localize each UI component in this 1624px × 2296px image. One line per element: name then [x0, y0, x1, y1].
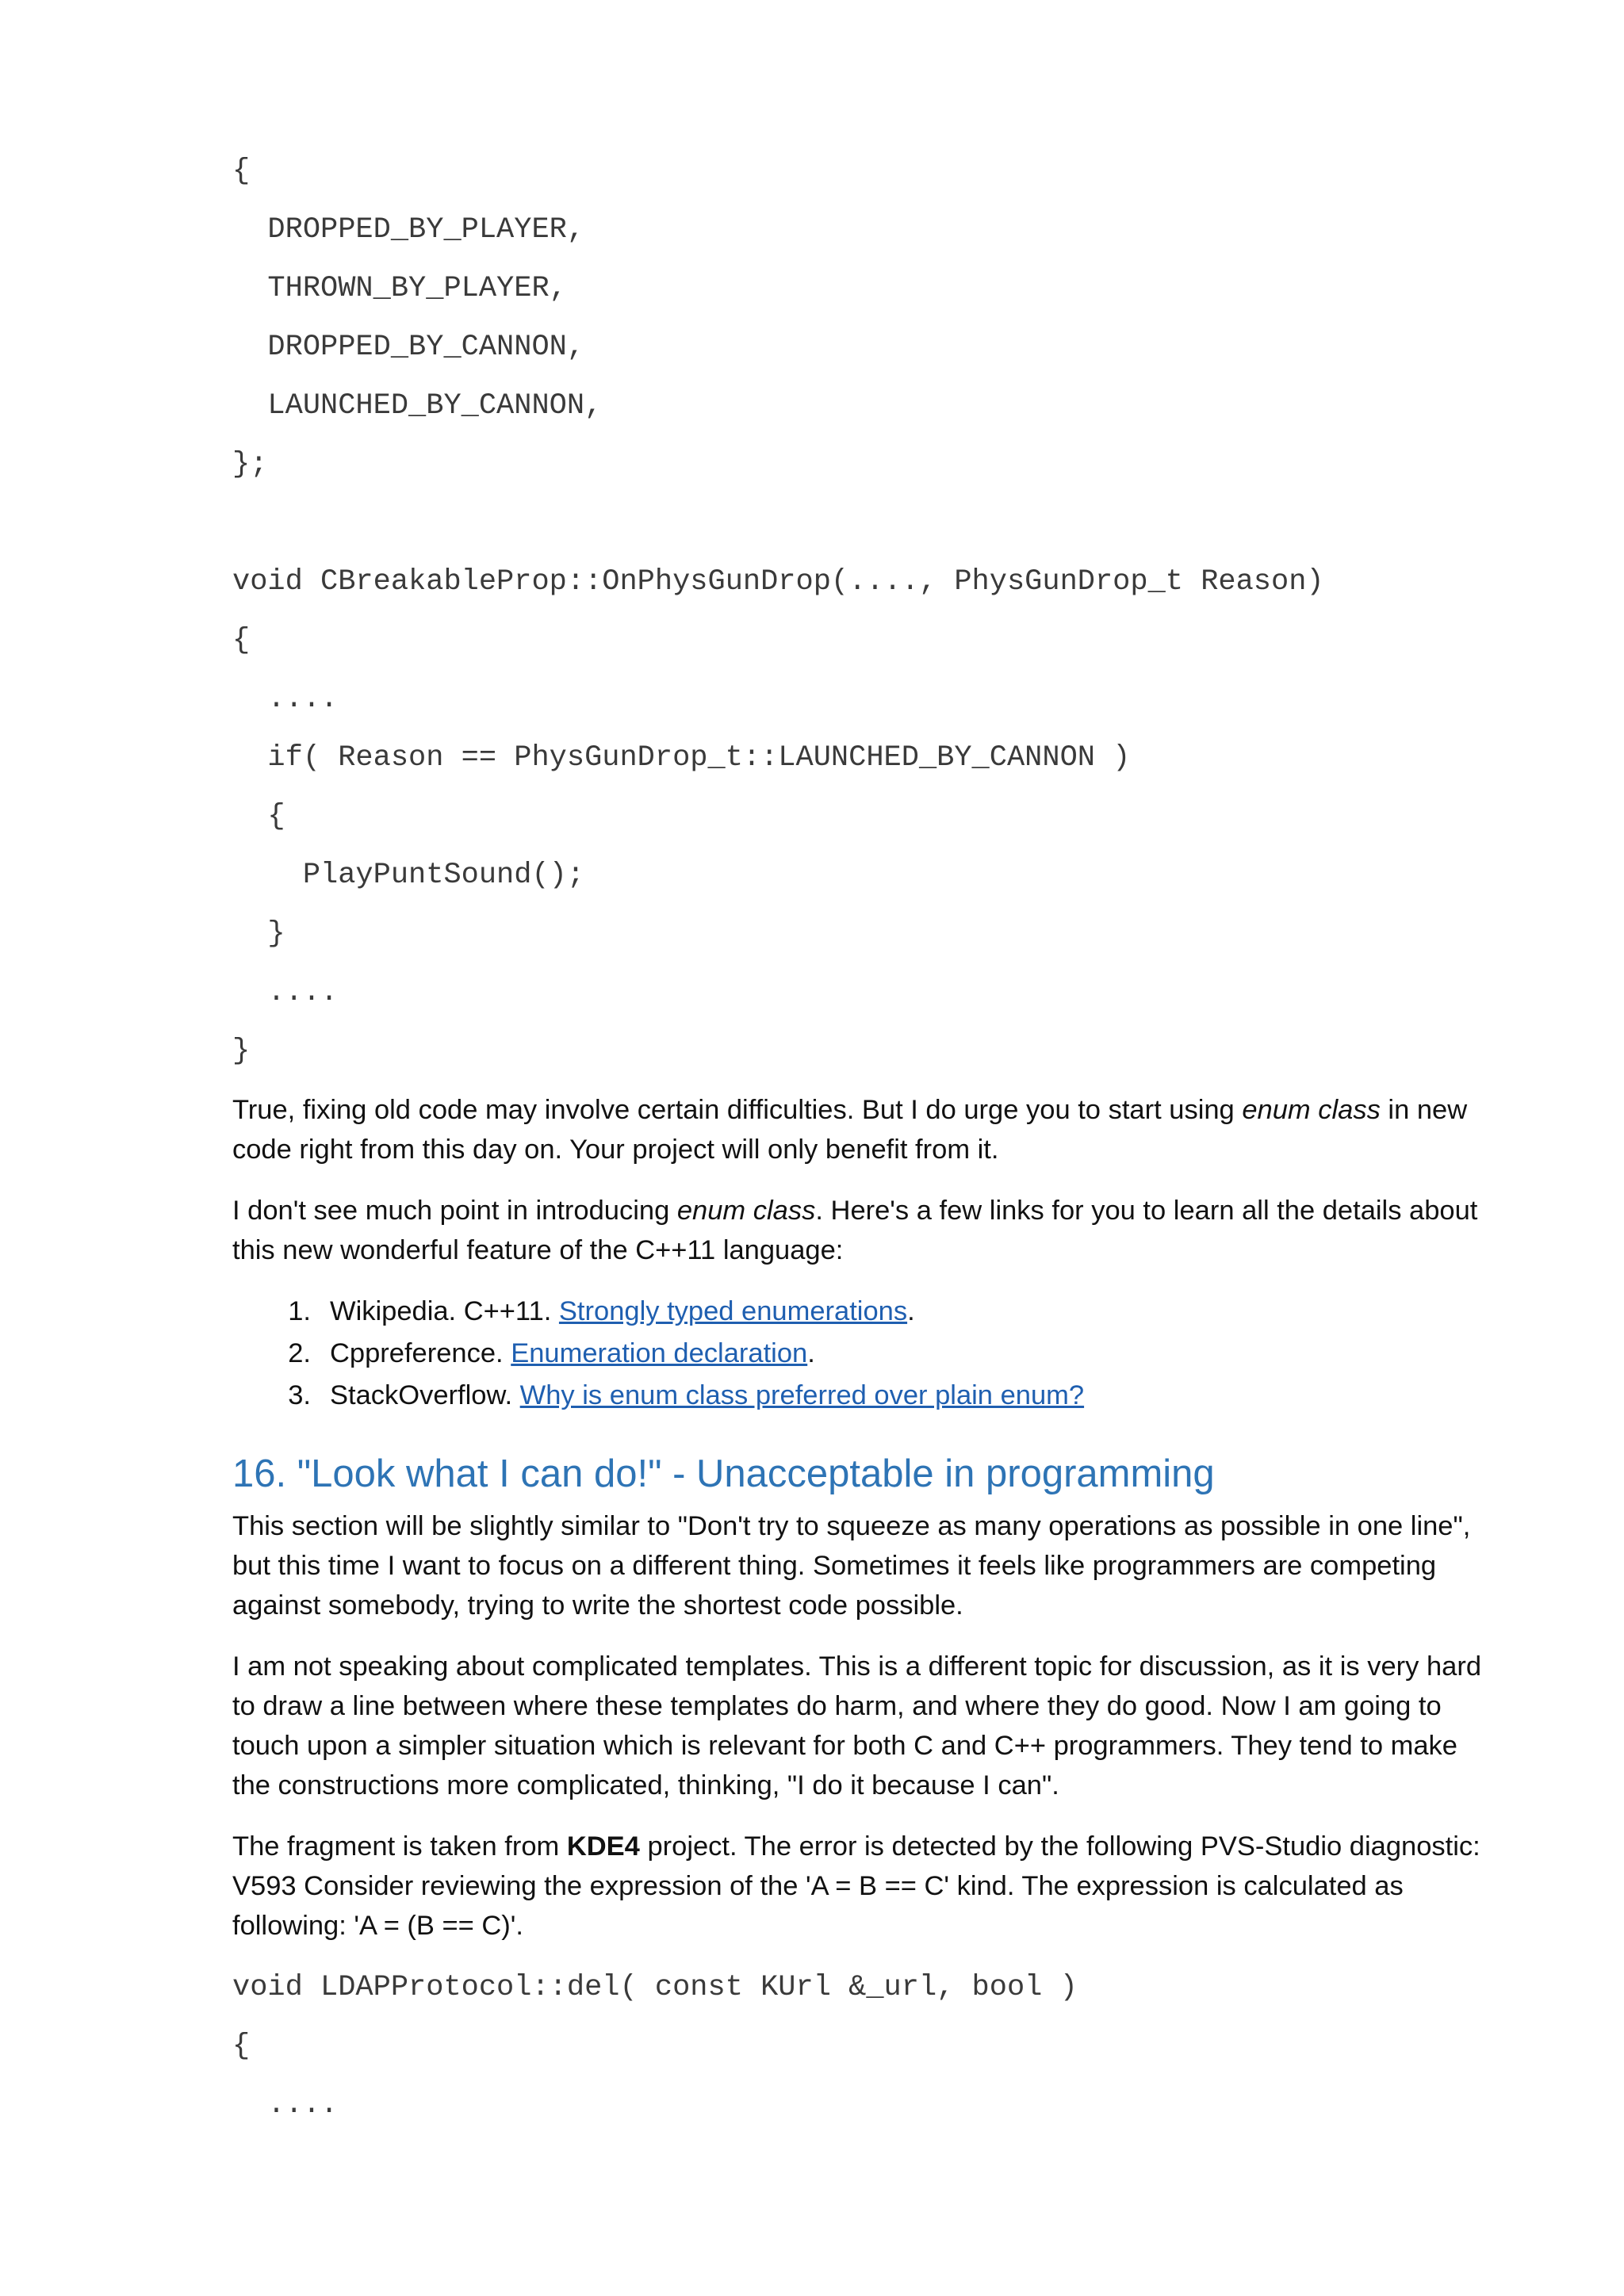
code-line: { [232, 800, 285, 833]
list-item [232, 1376, 1501, 1415]
paragraph-emphasis: enum class [676, 1196, 816, 1226]
code-line: PlayPuntSound(); [232, 859, 585, 892]
list-item-suffix: . [907, 1296, 915, 1326]
paragraph-links-intro [232, 1191, 1501, 1270]
code-line: } [232, 917, 285, 951]
code-line: DROPPED_BY_PLAYER, [232, 213, 585, 247]
code-line: } [232, 1035, 251, 1068]
code-line: if( Reason == PhysGunDrop_t::LAUNCHED_BY_CANNON ) [232, 741, 1131, 775]
list-item-number: 1. [288, 1296, 311, 1326]
link-why-enum-class-preferred[interactable]: Why is enum class preferred over plain enum? [519, 1380, 1085, 1410]
paragraph-enum-class-advice [232, 1090, 1501, 1169]
code-line: void LDAPProtocol::del( const KUrl &_url, bool ) [232, 1971, 1078, 2004]
code-line: }; [232, 448, 268, 481]
code-line: void CBreakableProp::OnPhysGunDrop(...., PhysGunDrop_t Reason) [232, 565, 1324, 599]
paragraph-text: I don't see much point in introducing [232, 1196, 677, 1226]
paragraph-templates: I am not speaking about complicated templates. This is a different topic for discussion, as it is very hard to draw a line between where these templates do harm, and where they do good. Now I am going to touch upon a simpler situation which is relevant for both C and C++ programmers. They tend to make the constructions more complicated, thinking, "I do it because I can". [232, 1651, 1482, 1800]
paragraph-kde4-fragment [232, 1827, 1501, 1946]
code-line: LAUNCHED_BY_CANNON, [232, 389, 603, 423]
list-item [232, 1334, 1501, 1373]
code-line: .... [232, 976, 339, 1009]
paragraph-text: in new code right from this day on. Your project will only benefit from it. [232, 1095, 1468, 1165]
code-line: { [232, 155, 251, 188]
paragraph-emphasis: enum class [1242, 1095, 1381, 1125]
list-item-number: 2. [288, 1338, 311, 1368]
code-line: .... [232, 2088, 339, 2122]
paragraph-section-intro: This section will be slightly similar to "Don't try to squeeze as many operations as possible in one line", but this time I want to focus on a different thing. Sometimes it feels like programmers are competing against somebody, trying to write the shortest code possible. [232, 1511, 1471, 1621]
paragraph-bold: KDE4 [566, 1831, 640, 1862]
list-item [232, 1292, 1501, 1331]
list-item-suffix: . [807, 1338, 815, 1368]
link-enumeration-declaration[interactable]: Enumeration declaration [511, 1338, 808, 1368]
code-line: DROPPED_BY_CANNON, [232, 331, 585, 364]
code-line: .... [232, 683, 339, 716]
list-item-prefix: StackOverflow. [330, 1380, 520, 1410]
paragraph-text: project. The error is detected by the following PVS-Studio diagnostic: V593 Consider reviewing the expression of the 'A = B == C' kind. The expression is calculated as following: 'A = (B == C)'. [232, 1831, 1480, 1941]
list-item-prefix: Cppreference. [330, 1338, 511, 1368]
code-line: { [232, 2030, 251, 2063]
link-strongly-typed-enumerations[interactable]: Strongly typed enumerations [558, 1296, 908, 1326]
code-line: { [232, 624, 251, 657]
list-item-number: 3. [288, 1380, 311, 1410]
paragraph-text: The fragment is taken from [232, 1831, 567, 1862]
list-item-prefix: Wikipedia. C++11. [330, 1296, 559, 1326]
paragraph-text: . Here's a few links for you to learn all the details about this new wonderful feature of the C++11 language: [232, 1196, 1478, 1265]
section-heading: 16. "Look what I can do!" - Unacceptable in programming [232, 1452, 1215, 1495]
code-line: THROWN_BY_PLAYER, [232, 272, 567, 305]
paragraph-text: True, fixing old code may involve certain difficulties. But I do urge you to start using [232, 1095, 1243, 1125]
